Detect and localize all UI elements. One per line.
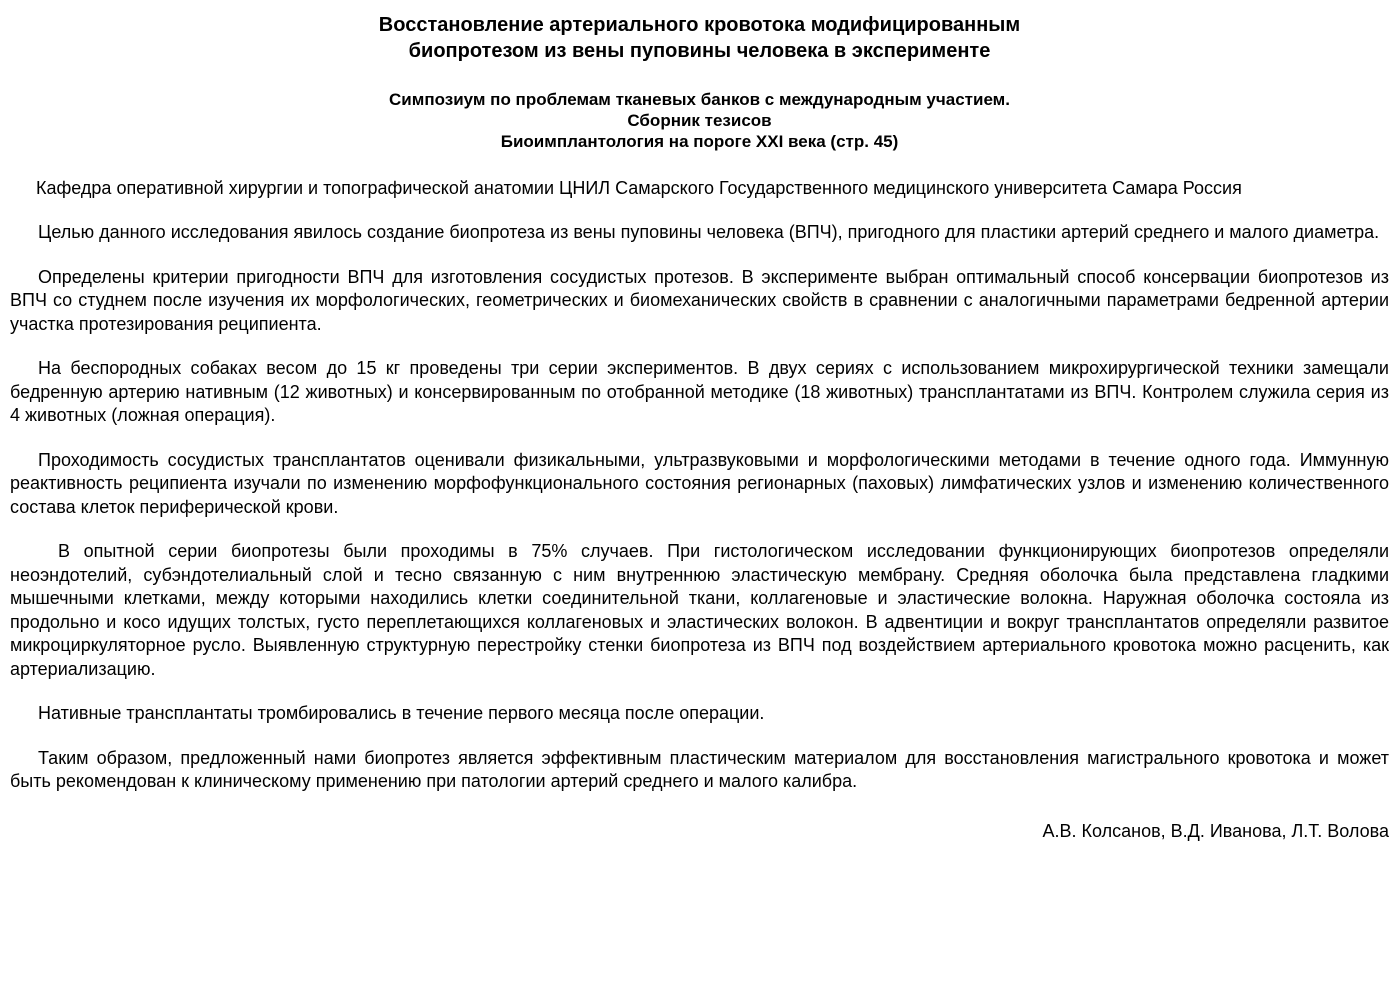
document-title bbox=[10, 12, 1389, 64]
paragraph-criteria: Определены критерии пригодности ВПЧ для изготовления сосудистых протезов. В эксперименте выбран оптимальный способ консервации биопротезов из ВПЧ со студнем после изучения их морфологических, геометрических и биомеханических свойств в сравнении с аналогичными параметрами бедренной артерии участка протезирования реципиента. bbox=[10, 266, 1389, 334]
abstract-body bbox=[10, 221, 1389, 794]
paragraph-conclusion: Таким образом, предложенный нами биопротез является эффективным пластическим материалом для восстановления магистрального кровотока и может быть рекомендован к клиническому применению при патологии артерий среднего и малого калибра. bbox=[10, 747, 1389, 791]
paragraph-experiment-series: На беспородных собаках весом до 15 кг проведены три серии экспериментов. В двух сериях с использованием микрохирургической техники замещали бедренную артерию нативным (12 животных) и консервированным по отобранной методике (18 животных) трансплантатами из ВПЧ. Контролем служила серия из 4 животных (ложная операция). bbox=[10, 358, 1389, 425]
paragraph-methods: Проходимость сосудистых трансплантатов оценивали физикальными, ультразвуковыми и морфологическими методами в течение одного года. Иммунную реактивность реципиента изучали по изменению морфофункционального состояния регионарных (паховых) лимфатических узлов и изменению количественного состава клеток периферической крови. bbox=[10, 449, 1389, 517]
paragraph-results: В опытной серии биопротезы были проходимы в 75% случаев. При гистологическом исследовании функционирующих биопротезов определяли неоэндотелий, субэндотелиальный слой и тесно связанную с ним внутреннюю эластическую мембрану. Средняя оболочка была представлена гладкими мышечными клетками, между которыми находились клетки соединительной ткани, коллагеновые и эластические волокна. Наружная оболочка состояла из продольно и косо идущих толстых, густо переплетающихся коллагеновых и эластических волокон. В адвентиции и вокруг трансплантатов определяли развитое микроциркуляторное русло. Выявленную структурную перестройку стенки биопротеза из ВПЧ под воздействием артериального кровотока можно расценить, как артериализацию. bbox=[10, 541, 1389, 679]
subtitle-line-2: Сборник тезисов bbox=[627, 111, 772, 130]
subtitle-line-1: Симпозиум по проблемам тканевых банков с международным участием. bbox=[389, 90, 1010, 109]
title-line-1: Восстановление артериального кровотока модифицированным bbox=[378, 14, 1021, 36]
subtitle-line-3: Биоимплантология на пороге XXI века (стр. 45) bbox=[500, 132, 899, 151]
paragraph-aim: Целью данного исследования явилось создание биопротеза из вены пуповины человека (ВПЧ), пригодного для пластики артерий среднего и малого диаметра. bbox=[38, 222, 1380, 242]
document-subtitle bbox=[10, 89, 1389, 152]
paragraph-native-grafts: Нативные трансплантаты тромбировались в течение первого месяца после операции. bbox=[38, 703, 765, 723]
authors-line: А.В. Колсанов, В.Д. Иванова, Л.Т. Волова bbox=[1042, 820, 1389, 841]
affiliation-line: Кафедра оперативной хирургии и топографической анатомии ЦНИЛ Самарского Государственного медицинского университета Самара Россия bbox=[36, 178, 1242, 198]
title-line-2: биопротезом из вены пуповины человека в эксперименте bbox=[408, 40, 991, 62]
